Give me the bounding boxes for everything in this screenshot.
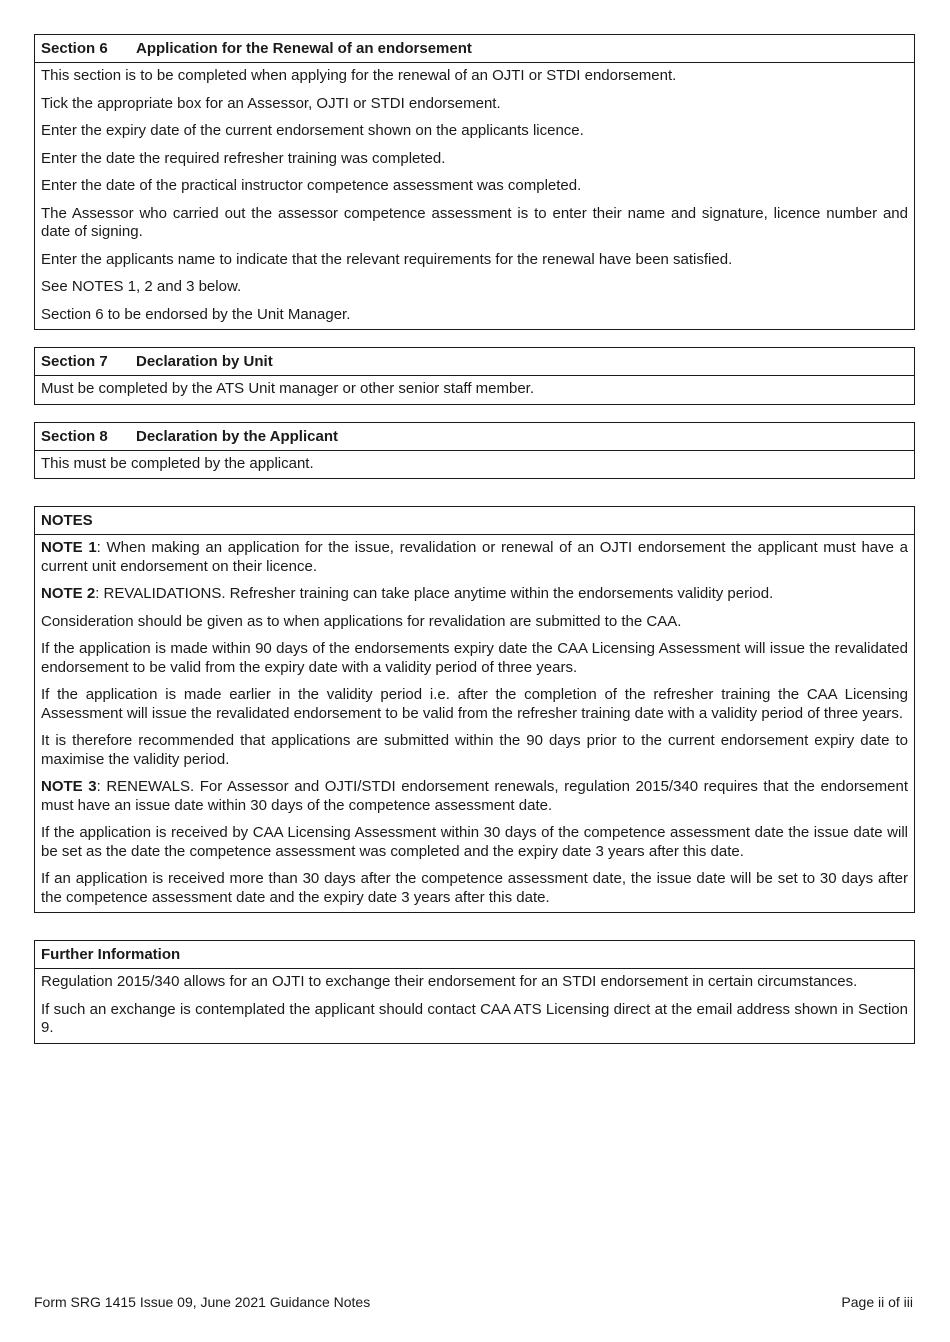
further-info-box	[34, 940, 915, 1044]
further-info-body	[35, 969, 914, 1043]
section-6-paragraph: This section is to be completed when applying for the renewal of an OJTI or STDI endorsement.	[41, 67, 677, 84]
note-1-text: : When making an application for the issue, revalidation or renewal of an OJTI endorsement the applicant must have a current unit endorsement on their licence.	[41, 539, 908, 575]
section-6-title: Application for the Renewal of an endorsement	[136, 40, 472, 57]
note-3	[41, 778, 908, 815]
section-6-paragraph: Section 6 to be endorsed by the Unit Manager.	[41, 305, 351, 323]
page-number: Page ii of iii	[841, 1294, 913, 1310]
note-1	[41, 539, 908, 576]
further-info-paragraph: Regulation 2015/340 allows for an OJTI to exchange their endorsement for an STDI endorsement in certain circumstances.	[41, 973, 858, 990]
section-6-paragraph: The Assessor who carried out the assessor competence assessment is to enter their name and signature, licence number and date of signing.	[41, 204, 908, 240]
section-6-box	[34, 34, 915, 330]
section-6-paragraph: See NOTES 1, 2 and 3 below.	[41, 278, 242, 295]
note-1-label: NOTE 1	[41, 539, 97, 556]
note-2-paragraph: It is therefore recommended that applications are submitted within the 90 days prior to the current endorsement expiry date to maximise the validity period.	[41, 732, 908, 768]
section-7-paragraph: Must be completed by the ATS Unit manager or other senior staff member.	[41, 380, 535, 397]
notes-header	[35, 507, 914, 535]
section-8-body	[35, 451, 914, 479]
section-6-paragraph: Enter the date the required refresher training was completed.	[41, 149, 446, 167]
section-7-body	[35, 376, 914, 404]
note-3-label: NOTE 3	[41, 778, 97, 795]
document-page	[34, 34, 915, 1061]
section-6-paragraph: Tick the appropriate box for an Assessor, OJTI or STDI endorsement.	[41, 94, 501, 112]
form-reference: Form SRG 1415 Issue 09, June 2021 Guidance Notes	[34, 1294, 371, 1310]
section-6-number: Section 6	[41, 40, 108, 57]
section-7-number: Section 7	[41, 353, 108, 370]
note-2-paragraph: If the application is made earlier in the validity period i.e. after the completion of the refresher training the CAA Licensing Assessment will issue the revalidated endorsement to be valid from the refresher training date with a validity period of three years.	[41, 686, 908, 722]
section-8-number: Section 8	[41, 427, 108, 445]
section-7-header	[35, 348, 914, 376]
note-3-paragraph: If an application is received more than 30 days after the competence assessment date, the issue date will be set to 30 days after the competence assessment date and the expiry date 3 years after this date.	[41, 870, 908, 906]
notes-title: NOTES	[41, 512, 93, 529]
section-8-title: Declaration by the Applicant	[136, 427, 338, 445]
section-6-header	[35, 35, 914, 63]
note-2-text: : REVALIDATIONS. Refresher training can take place anytime within the endorsements validity period.	[95, 585, 774, 602]
further-info-header	[35, 941, 914, 969]
notes-body	[35, 535, 914, 912]
section-8-header	[35, 423, 914, 451]
section-6-paragraph: Enter the applicants name to indicate that the relevant requirements for the renewal have been satisfied.	[41, 250, 733, 268]
further-info-title: Further Information	[41, 946, 181, 963]
note-2-paragraph: If the application is made within 90 days of the endorsements expiry date the CAA Licensing Assessment will issue the revalidated endorsement to be valid from the expiry date with a validity period of three years.	[41, 640, 908, 676]
note-3-paragraph: If the application is received by CAA Licensing Assessment within 30 days of the competence assessment date the issue date will be set as the date the competence assessment was completed and the expiry date 3 years after this date.	[41, 824, 908, 860]
section-7-title: Declaration by Unit	[136, 353, 273, 370]
further-info-paragraph: If such an exchange is contemplated the applicant should contact CAA ATS Licensing direct at the email address shown in Section 9.	[41, 1000, 908, 1036]
note-2-paragraph: Consideration should be given as to when applications for revalidation are submitted to the CAA.	[41, 612, 682, 630]
notes-box	[34, 506, 915, 913]
page-footer	[34, 1293, 913, 1311]
section-6-body	[35, 63, 914, 329]
section-7-box	[34, 347, 915, 405]
section-8-paragraph: This must be completed by the applicant.	[41, 454, 314, 472]
note-2-label: NOTE 2	[41, 585, 96, 602]
section-6-paragraph: Enter the expiry date of the current endorsement shown on the applicants licence.	[41, 122, 584, 139]
note-3-text: : RENEWALS. For Assessor and OJTI/STDI endorsement renewals, regulation 2015/340 requires that the endorsement must have an issue date within 30 days of the competence assessment date.	[41, 778, 909, 814]
section-6-paragraph: Enter the date of the practical instructor competence assessment was completed.	[41, 177, 582, 194]
section-8-box	[34, 422, 915, 480]
note-2	[41, 585, 908, 604]
